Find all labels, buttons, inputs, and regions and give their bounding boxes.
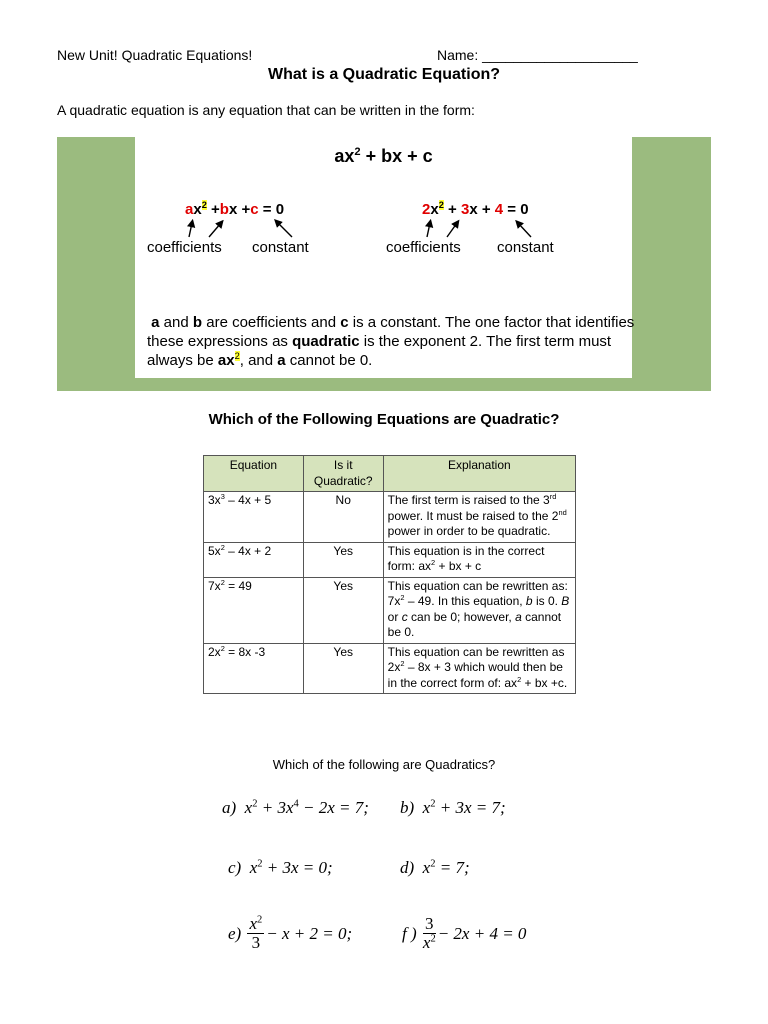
option-f: f ) $\frac{3}{x^2}$ − 2x + 4 = 0 — [402, 914, 527, 952]
fraction: $\frac{x^2}{3}$ — [249, 914, 263, 952]
general-equation: $ax^2 +bx +c = 0$ — [185, 200, 285, 218]
arrow-1 — [189, 223, 192, 237]
definition-text: a and b are coefficients and c is a constant. The one factor that identifies these expressions as quadratic is the exponent 2. The first term must always be $ax^2$, and a cannot be 0. — [147, 314, 635, 369]
arrow-5 — [447, 223, 457, 237]
table-row — [204, 492, 576, 543]
page-title: What is a Quadratic Equation? — [267, 66, 501, 83]
explanation-cell: This equation can be rewritten as: $7x^2 - 49$. In this equation, b is 0. B or c can be 0; however, a cannot be 0. — [383, 577, 575, 643]
option-b: b) $x^2 + 3x = 7$; — [400, 798, 506, 817]
explanation-cell: This equation can be rewritten as $2x^2 - 8x + 3$ which would then be in the correct form of: $ax^2$ + bx +c. — [383, 643, 575, 694]
label-coefficients: coefficients — [147, 239, 222, 256]
option-a: a) $x^2 + 3x^4 - 2x = 7$; — [222, 798, 369, 817]
option-e: e) $\frac{x^2}{3}$ − x + 2 = 0; — [228, 914, 353, 952]
question-prompt: Which of the following are Quadratics? — [272, 757, 496, 772]
general-form: $ax^2$ + bx + c — [334, 146, 433, 166]
column-header: Is it Quadratic? — [303, 456, 383, 492]
column-header: Equation — [204, 456, 304, 492]
equation-cell: $2x^2 = 8x$ -3 — [204, 643, 304, 694]
column-header: Explanation — [383, 456, 575, 492]
explanation-cell: This equation is in the correct form: $ax^2$ + bx + c — [383, 542, 575, 577]
table-header-row — [204, 456, 576, 492]
quadratic-table — [203, 455, 576, 694]
arrow-3 — [277, 222, 292, 237]
table-row — [204, 542, 576, 577]
arrow-4 — [427, 223, 430, 237]
section-subtitle: Which of the Following Equations are Quadratic? — [208, 411, 560, 428]
header-unit-title: New Unit! Quadratic Equations! — [57, 47, 253, 63]
answer-cell: Yes — [303, 542, 383, 577]
label-constant: constant — [497, 239, 554, 256]
answer-cell: Yes — [303, 577, 383, 643]
header-name-field: Name: ____________________ — [437, 47, 638, 63]
label-coefficients: coefficients — [386, 239, 461, 256]
table-row — [204, 643, 576, 694]
arrow-6 — [518, 223, 531, 237]
example-equation: $2x^2 + 3x + 4 = 0$ — [422, 200, 529, 218]
option-c: c) $x^2 + 3x = 0$; — [228, 858, 333, 877]
pointer-arrows — [135, 137, 632, 247]
fraction: $\frac{3}{x^2}$ — [422, 914, 436, 952]
arrow-2 — [209, 223, 221, 237]
option-d: d) $x^2 = 7$; — [400, 858, 470, 877]
equation-cell: $7x^2 = 49$ — [204, 577, 304, 643]
table-row — [204, 577, 576, 643]
answer-cell: No — [303, 492, 383, 543]
label-constant: constant — [252, 239, 309, 256]
equation-cell: $3x^3 - 4x + 5$ — [204, 492, 304, 543]
intro-text: A quadratic equation is any equation that can be written in the form: — [57, 102, 475, 118]
explanation-cell: The first term is raised to the 3rd power. It must be raised to the 2nd power in order to be quadratic. — [383, 492, 575, 543]
answer-cell: Yes — [303, 643, 383, 694]
equation-cell: $5x^2 - 4x + 2$ — [204, 542, 304, 577]
